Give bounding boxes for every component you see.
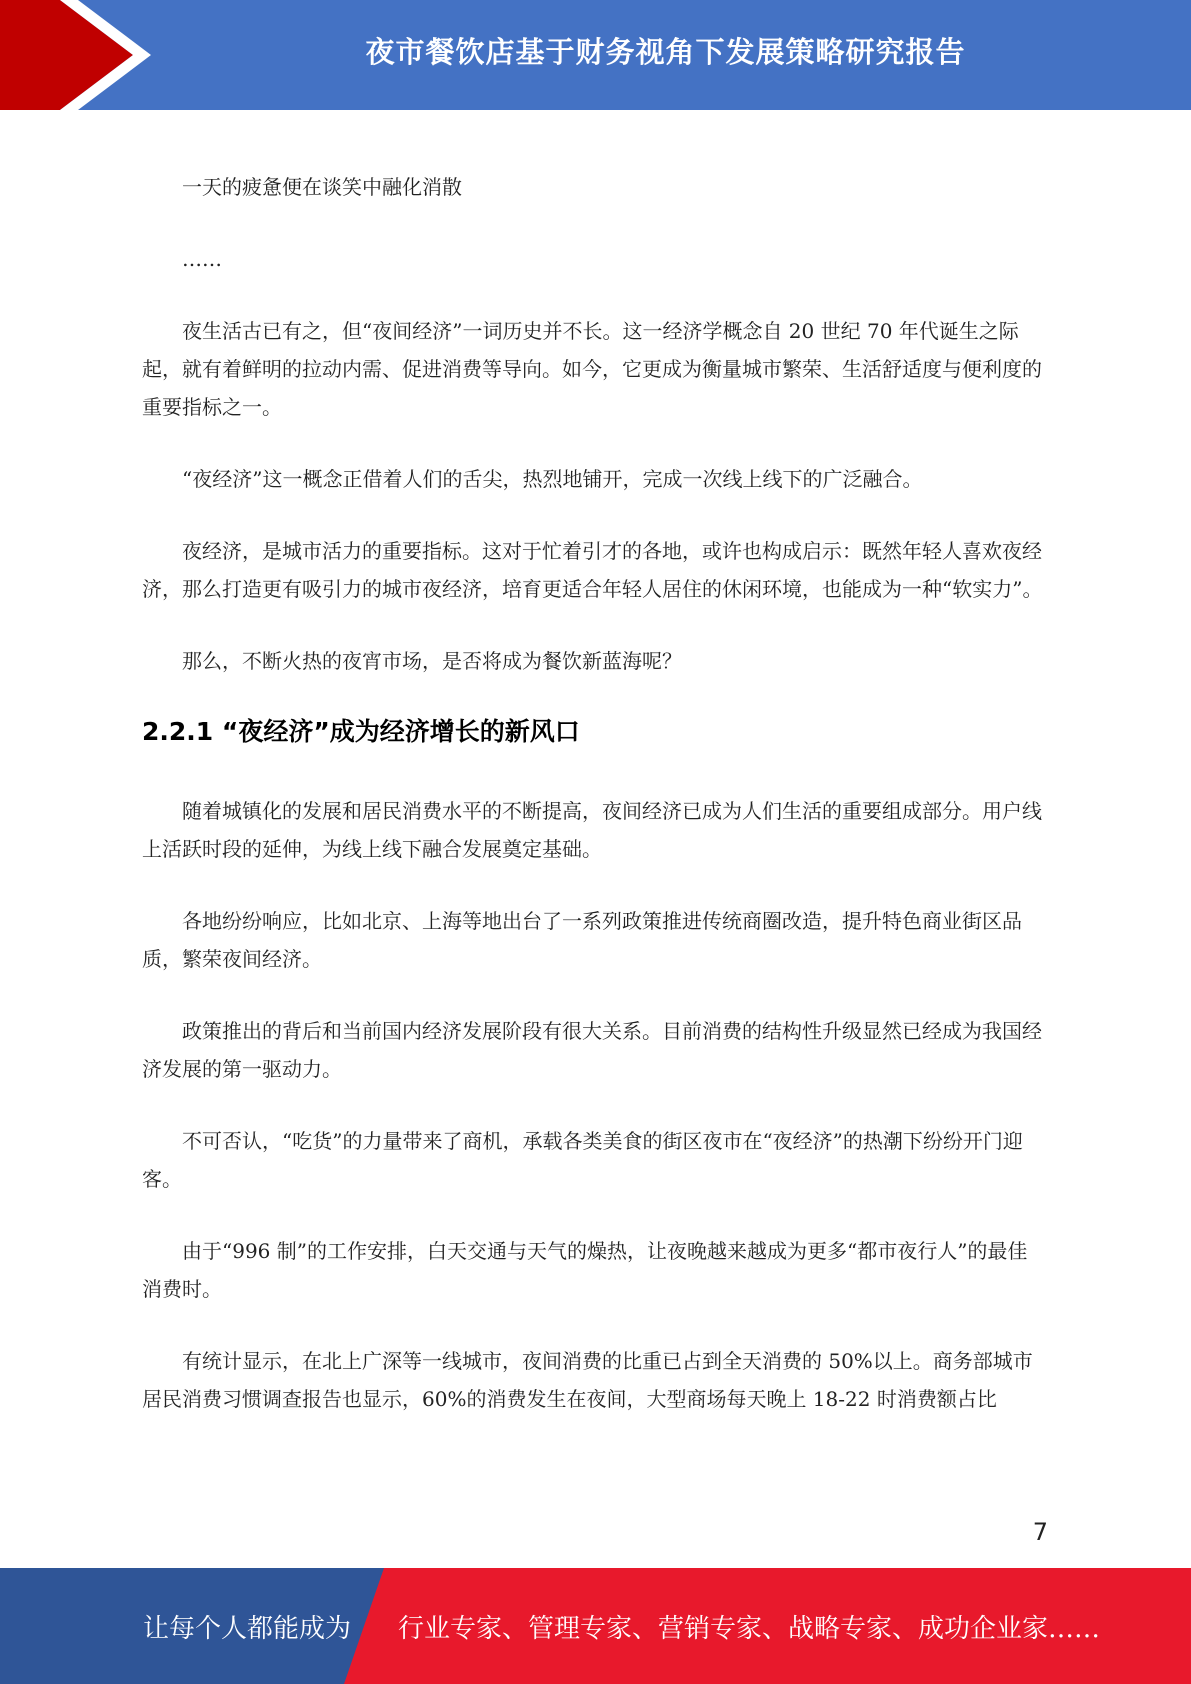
- paragraph: 夜生活古已有之，但“夜间经济”一词历史并不长。这一经济学概念自 20 世纪 70 年代诞生之际起，就有着鲜明的拉动内需、促进消费等导向。如今，它更成为衡量城市繁荣、生活舒适度与便利度的重要指标之一。: [142, 319, 1042, 419]
- page-footer: [0, 1568, 1191, 1684]
- paragraph: 政策推出的背后和当前国内经济发展阶段有很大关系。目前消费的结构性升级显然已经成为我国经济发展的第一驱动力。: [142, 1019, 1042, 1081]
- paragraph: “夜经济”这一概念正借着人们的舌尖，热烈地铺开，完成一次线上线下的广泛融合。: [182, 467, 923, 491]
- paragraph: 各地纷纷响应，比如北京、上海等地出台了一系列政策推进传统商圈改造，提升特色商业街区品质，繁荣夜间经济。: [142, 909, 1022, 971]
- paragraph: 一天的疲惫便在谈笑中融化消散: [182, 175, 462, 199]
- paragraph: 有统计显示，在北上广深等一线城市，夜间消费的比重已占到全天消费的 50%以上。商务部城市居民消费习惯调查报告也显示，60%的消费发生在夜间，大型商场每天晚上 18-22 时消费额占比: [142, 1349, 1033, 1411]
- paragraph: 不可否认，“吃货”的力量带来了商机，承载各类美食的街区夜市在“夜经济”的热潮下纷纷开门迎客。: [142, 1129, 1023, 1191]
- arrow-chevron-icon: [0, 0, 160, 110]
- document-body: [142, 168, 1045, 1452]
- page-header: [0, 0, 1191, 110]
- paragraph: ……: [182, 247, 222, 271]
- section-heading: 2.2.1 “夜经济”成为经济增长的新风口: [142, 717, 580, 746]
- page-number: 7: [1032, 1518, 1048, 1546]
- paragraph: 由于“996 制”的工作安排，白天交通与天气的燥热，让夜晚越来越成为更多“都市夜行人”的最佳消费时。: [142, 1239, 1028, 1301]
- report-title: 夜市餐饮店基于财务视角下发展策略研究报告: [365, 34, 966, 69]
- footer-slogan-left: 让每个人都能成为: [143, 1613, 352, 1644]
- paragraph: 夜经济，是城市活力的重要指标。这对于忙着引才的各地，或许也构成启示：既然年轻人喜欢夜经济，那么打造更有吸引力的城市夜经济，培育更适合年轻人居住的休闲环境，也能成为一种“软实力”。: [142, 539, 1043, 601]
- paragraph: 随着城镇化的发展和居民消费水平的不断提高，夜间经济已成为人们生活的重要组成部分。用户线上活跃时段的延伸，为线上线下融合发展奠定基础。: [142, 799, 1042, 861]
- paragraph: 那么，不断火热的夜宵市场，是否将成为餐饮新蓝海呢？: [182, 649, 682, 673]
- footer-slogan-right: 行业专家、管理专家、营销专家、战略专家、成功企业家……: [398, 1613, 1101, 1644]
